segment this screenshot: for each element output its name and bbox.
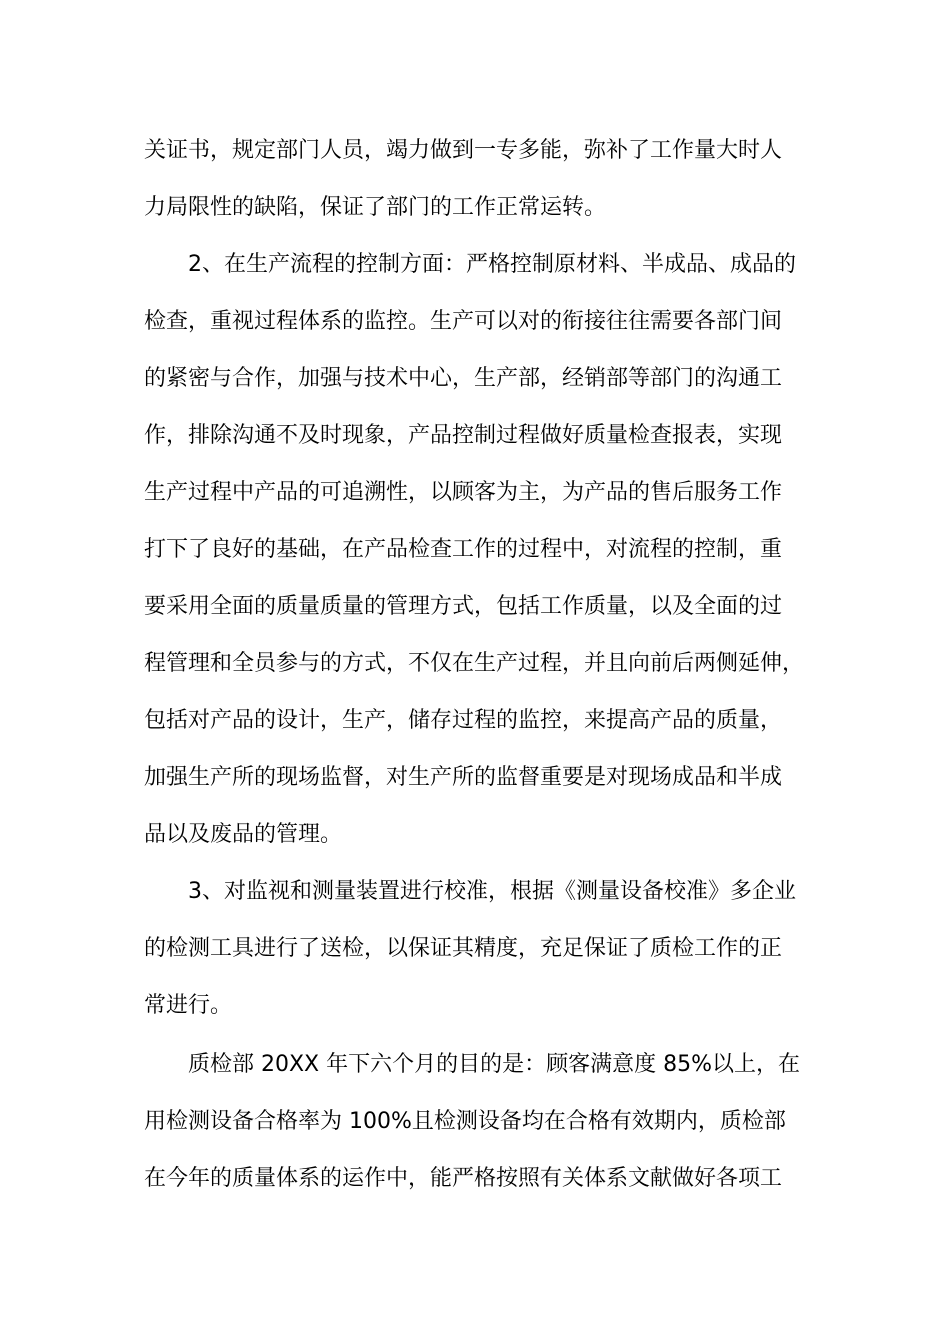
text-line: 检查，重视过程体系的监控。生产可以对的衔接往往需要各部门间 xyxy=(144,309,783,334)
text-line: 生产过程中产品的可追溯性，以顾客为主，为产品的售后服务工作 xyxy=(144,480,783,505)
text-line: 程管理和全员参与的方式，不仅在生产过程，并且向前后两侧延伸， xyxy=(144,651,805,676)
text-line: 加强生产所的现场监督，对生产所的监督重要是对现场成品和半成 xyxy=(144,765,783,790)
text-line: 质检部 20XX 年下六个月的目的是：顾客满意度 85%以上，在 xyxy=(188,1052,801,1077)
text-line: 的检测工具进行了送检，以保证其精度，充足保证了质检工作的正 xyxy=(144,936,783,961)
text-line: 关证书，规定部门人员，竭力做到一专多能，弥补了工作量大时人 xyxy=(144,138,783,163)
text-line: 要采用全面的质量质量的管理方式，包括工作质量，以及全面的过 xyxy=(144,594,783,619)
text-line: 在今年的质量体系的运作中，能严格按照有关体系文献做好各项工 xyxy=(144,1166,783,1191)
text-line: 常进行。 xyxy=(144,993,233,1018)
text-line: 的紧密与合作，加强与技术中心，生产部，经销部等部门的沟通工 xyxy=(144,366,783,391)
text-line: 力局限性的缺陷，保证了部门的工作正常运转。 xyxy=(144,195,607,220)
text-line: 作，排除沟通不及时现象，产品控制过程做好质量检查报表，实现 xyxy=(144,423,783,448)
text-line: 品以及废品的管理。 xyxy=(144,822,343,847)
text-line: 2、在生产流程的控制方面：严格控制原材料、半成品、成品的 xyxy=(188,252,796,277)
text-line: 用检测设备合格率为 100%且检测设备均在合格有效期内，质检部 xyxy=(144,1109,786,1134)
text-line: 包括对产品的设计，生产，储存过程的监控，来提高产品的质量， xyxy=(144,708,783,733)
text-line: 打下了良好的基础，在产品检查工作的过程中，对流程的控制，重 xyxy=(144,537,783,562)
text-line: 3、对监视和测量装置进行校准，根据《测量设备校准》多企业 xyxy=(188,879,796,904)
